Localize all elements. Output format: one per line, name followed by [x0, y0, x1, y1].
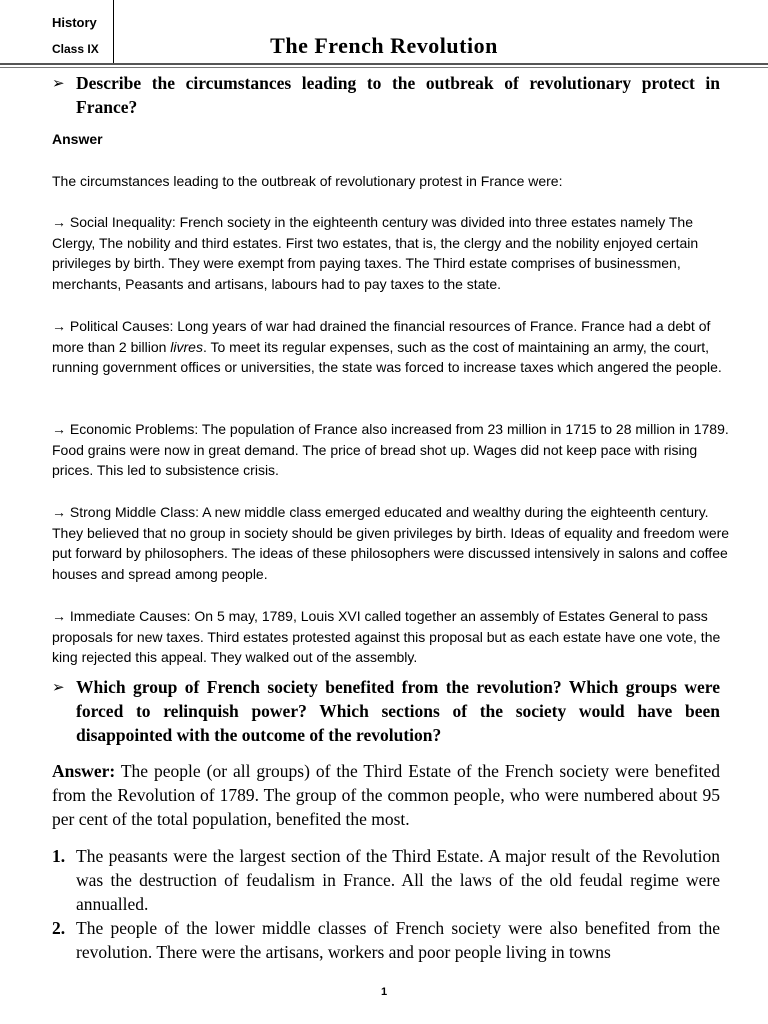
point-text: Economic Problems: The population of France also increased from 23 million in 1715 to 28 million in 1789. Food grains were now in great demand. The price of bread shot up. Wages did not keep pace with rising prices. This led to subsistence crisis. — [52, 421, 729, 479]
bullet-arrow-icon: ➢ — [52, 74, 65, 92]
answer-2-paragraph — [52, 759, 720, 831]
answer-1-point-social — [52, 212, 732, 295]
question-1 — [52, 71, 720, 119]
answer-2-item-1 — [52, 844, 720, 916]
header-rule — [0, 63, 768, 65]
answer-1-point-immediate — [52, 606, 732, 668]
right-arrow-icon: → — [52, 214, 66, 230]
right-arrow-icon: → — [52, 504, 66, 520]
item-number: 2. — [52, 918, 66, 938]
point-text: Social Inequality: French society in the eighteenth century was divided into three estates namely The Clergy, The nobility and third estates. First two estates, that is, the clergy and the nobility enjoyed certain privileges by birth. They were exempt from paying taxes. The Third estate comprises of businessmen, merchants, Peasants and artisans, labours had to pay taxes to the state. — [52, 214, 699, 293]
right-arrow-icon: → — [52, 318, 66, 334]
question-2 — [52, 675, 720, 747]
bullet-arrow-icon: ➢ — [52, 678, 65, 696]
question-1-text: Describe the circumstances leading to the outbreak of revolutionary protect in France? — [76, 73, 720, 117]
page-number: 1 — [380, 986, 388, 998]
subject-label: History — [52, 15, 97, 30]
header-rule-secondary — [0, 67, 768, 68]
page-title: The French Revolution — [270, 33, 498, 58]
right-arrow-icon: → — [52, 421, 66, 437]
item-text: The people of the lower middle classes of French society were also benefited from the revolution. There were the artisans, workers and poor people living in towns — [76, 918, 720, 962]
answer-1-point-middle-class — [52, 502, 732, 585]
point-text: Political Causes: Long years of war had drained the financial resources of France. France had a debt of more than 2 billion — [52, 318, 711, 355]
item-number: 1. — [52, 846, 66, 866]
point-text: Strong Middle Class: A new middle class emerged educated and wealthy during the eighteenth century. They believed that no group in society should be given privileges by birth. Ideas of equality and freedom were put forward by philosophers. The ideas of these philosophers were discussed intensively in salons and coffee houses and spread among people. — [52, 504, 730, 583]
currency-term: livres — [170, 338, 203, 355]
item-text: The peasants were the largest section of the Third Estate. A major result of the Revolution was the destruction of feudalism in France. All the laws of the old feudal regime were annualled. — [76, 846, 720, 914]
answer-1-point-economic — [52, 419, 732, 481]
answer-1-label: Answer — [52, 131, 103, 147]
class-label: Class IX — [52, 42, 99, 56]
answer-1-intro: The circumstances leading to the outbreak of revolutionary protest in France were: — [52, 173, 563, 189]
answer-2-text: The people (or all groups) of the Third Estate of the French society were benefited from the Revolution of 1789. The group of the common people, who were numbered about 95 per cent of the total population, benefited the most. — [52, 761, 720, 829]
point-text-cont: . To meet its regular expenses, such as the cost of maintaining an army, the court, running government offices or universities, the state was forced to increase taxes which angered the people. — [52, 338, 722, 376]
answer-1-point-political — [52, 316, 732, 378]
page-header — [0, 0, 768, 68]
point-text: Immediate Causes: On 5 may, 1789, Louis XVI called together an assembly of Estates General to pass proposals for new taxes. Third estates protested against this proposal but as each estate have one vote, the king rejected this appeal. They walked out of the assembly. — [52, 608, 721, 666]
right-arrow-icon: → — [52, 608, 66, 624]
answer-2-item-2 — [52, 916, 720, 964]
answer-2-label: Answer: — [52, 761, 116, 781]
question-2-text: Which group of French society benefited from the revolution? Which groups were forced to relinquish power? Which sections of the society would have been disappointed with the outcome of the revolution? — [76, 677, 720, 745]
